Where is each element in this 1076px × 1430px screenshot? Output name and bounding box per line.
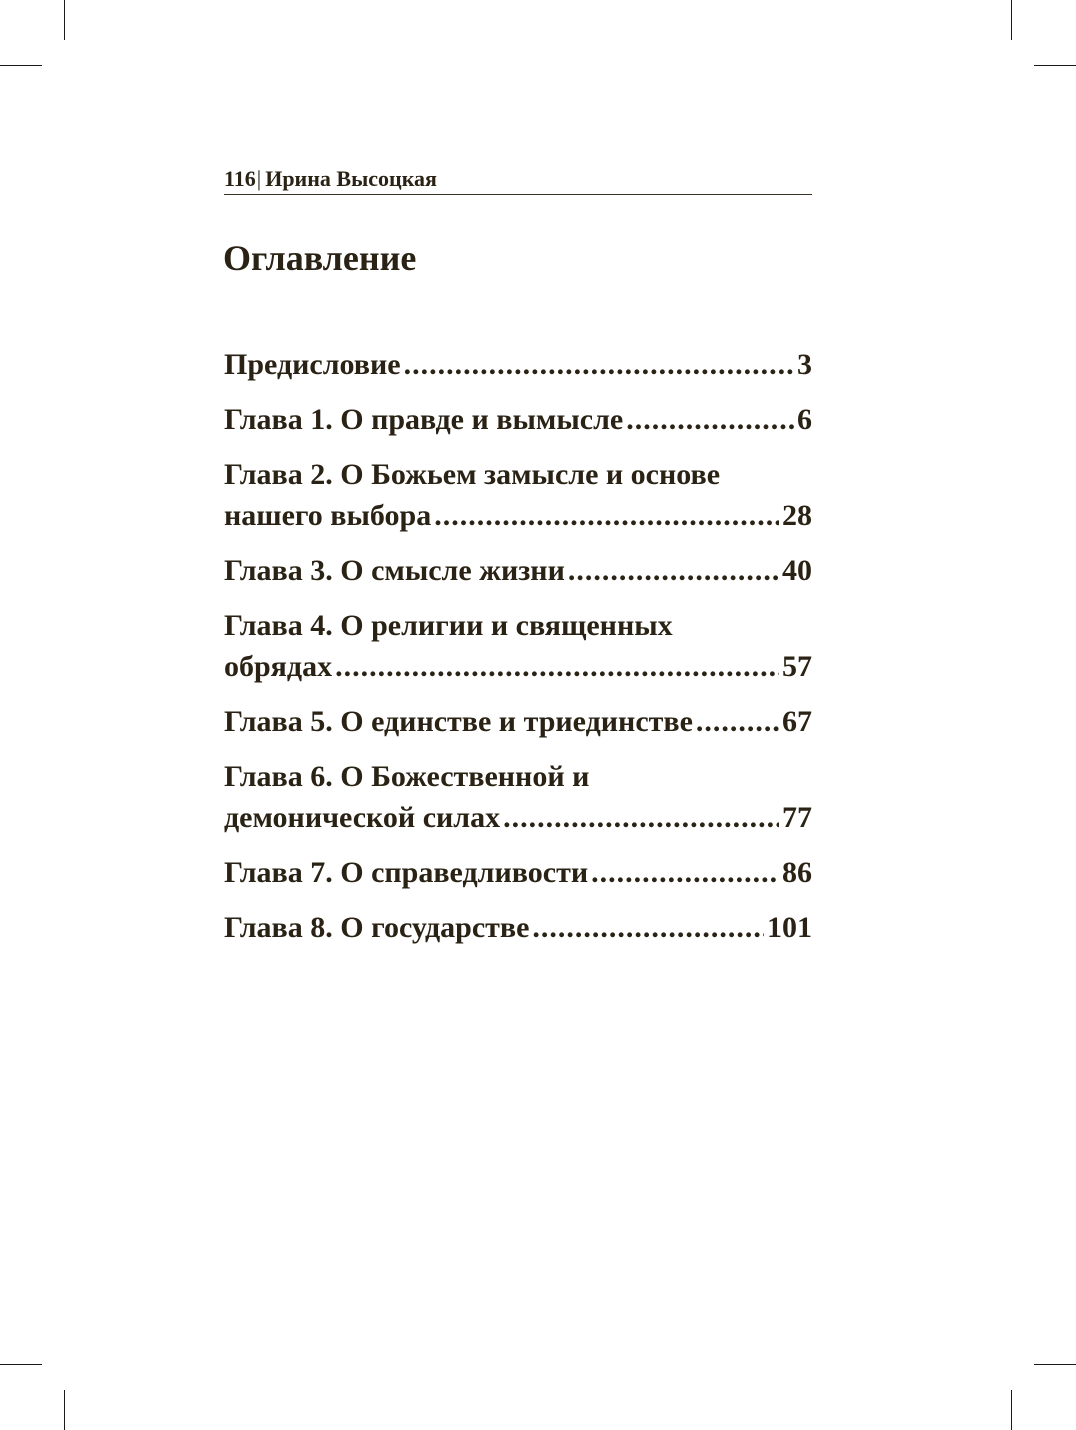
toc-entry-label: демонической силах	[224, 801, 501, 834]
toc-entry-page: 6	[797, 403, 812, 436]
page-number: 116	[224, 166, 256, 191]
toc-entry-label: нашего выбора	[224, 499, 432, 532]
toc-entry-label: Глава 3. О смысле жизни	[224, 554, 565, 587]
toc-entry-page: 86	[782, 856, 812, 889]
crop-mark-top-right	[1011, 0, 1012, 40]
toc-entry-label: обрядах	[224, 650, 333, 683]
toc-entry-page: 57	[782, 650, 812, 683]
toc-entry-label: Глава 8. О государстве	[224, 911, 530, 944]
toc-entry-page: 77	[782, 801, 812, 834]
dot-leader	[404, 344, 794, 385]
toc-entry-label: Глава 1. О правде и вымысле	[224, 403, 624, 436]
crop-mark-bottom-right	[1011, 1390, 1012, 1430]
page-title: Оглавление	[223, 238, 417, 278]
toc-entry[interactable]	[224, 550, 812, 591]
toc-entry[interactable]	[224, 852, 812, 893]
header-separator: |	[256, 166, 262, 191]
crop-mark-bottom-left	[0, 1364, 42, 1365]
author-name: Ирина Высоцкая	[265, 166, 437, 191]
crop-mark-bottom-right	[1034, 1364, 1076, 1365]
toc-entry[interactable]	[224, 701, 812, 742]
dot-leader	[591, 852, 779, 893]
toc-entry-page: 40	[782, 554, 812, 587]
dot-leader	[696, 701, 779, 742]
toc-entry[interactable]	[224, 756, 812, 838]
toc-entry-label: Глава 5. О единстве и триединстве	[224, 705, 693, 738]
toc-entry[interactable]	[224, 344, 812, 385]
toc-entry[interactable]	[224, 399, 812, 440]
dot-leader	[434, 495, 779, 536]
crop-mark-top-right	[1034, 65, 1076, 66]
toc-entry-first-line: Глава 6. О Божественной и	[224, 760, 590, 793]
dot-leader	[335, 646, 779, 687]
toc-entry-page: 28	[782, 499, 812, 532]
toc-entry[interactable]	[224, 907, 812, 948]
running-header	[224, 164, 812, 195]
toc-entry-label: Предисловие	[224, 348, 401, 381]
toc-entry[interactable]	[224, 605, 812, 687]
toc-entry-page: 101	[767, 911, 812, 944]
toc-entry-first-line: Глава 2. О Божьем замысле и основе	[224, 458, 721, 491]
crop-mark-top-left	[64, 0, 65, 40]
toc-entry-first-line: Глава 4. О религии и священных	[224, 609, 673, 642]
table-of-contents	[224, 344, 812, 962]
dot-leader	[568, 550, 779, 591]
dot-leader	[532, 907, 764, 948]
toc-entry[interactable]	[224, 454, 812, 536]
dot-leader	[626, 399, 794, 440]
crop-mark-top-left	[0, 65, 42, 66]
toc-entry-label: Глава 7. О справедливости	[224, 856, 589, 889]
crop-mark-bottom-left	[64, 1390, 65, 1430]
toc-entry-page: 3	[797, 348, 812, 381]
dot-leader	[503, 797, 779, 838]
toc-entry-page: 67	[782, 705, 812, 738]
